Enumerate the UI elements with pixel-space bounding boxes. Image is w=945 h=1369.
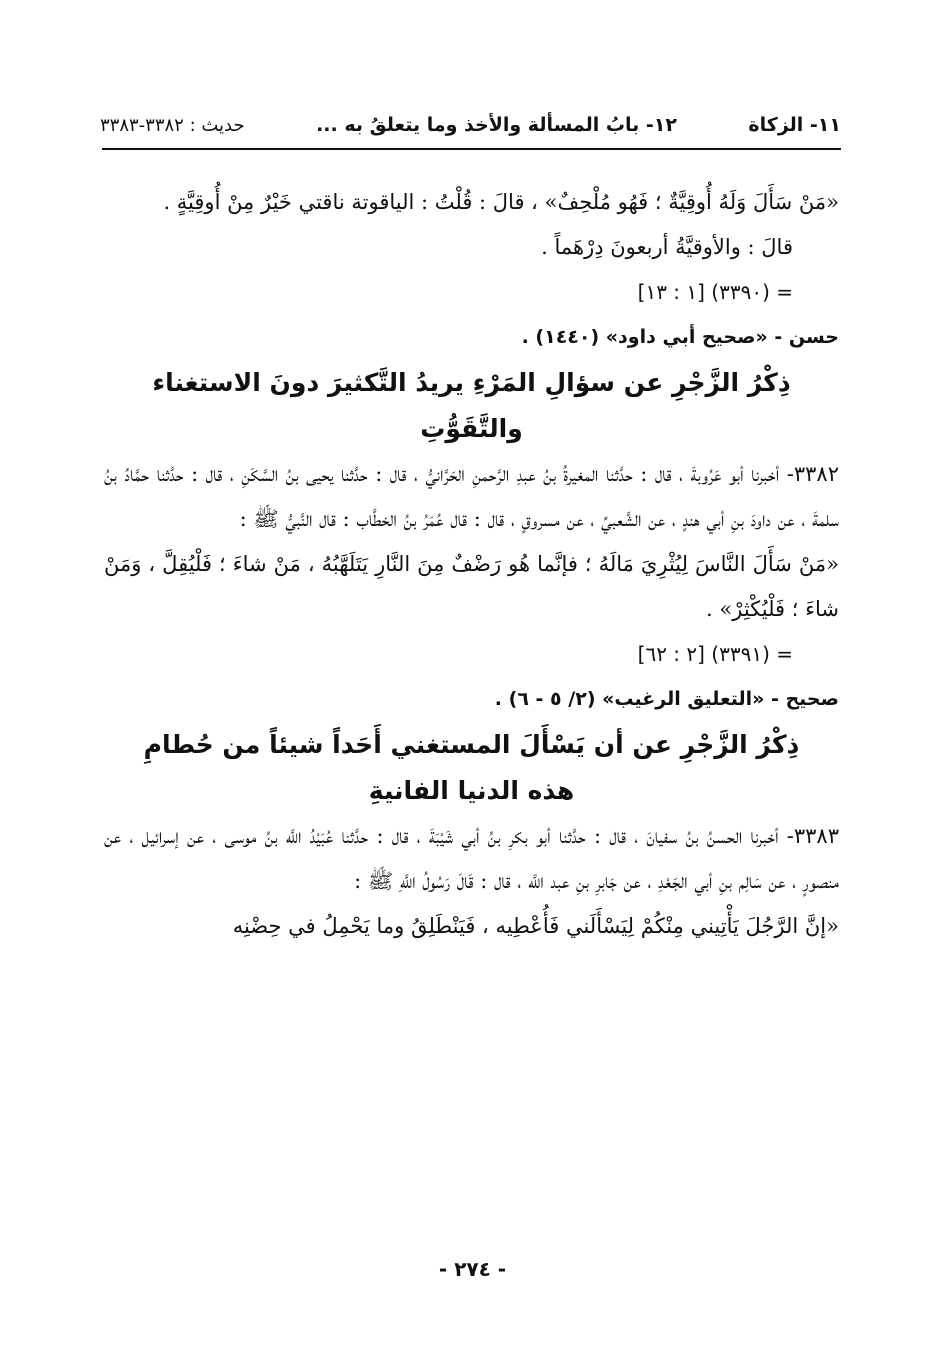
page-body [104,180,839,949]
grading-note-1: حسن - «صحيح أبي داود» (١٤٤٠) . [521,326,839,348]
section-heading-1-line-1: ذِكْرُ الزَّجْرِ عن سؤالِ المَرْءِ يريدُ التَّكثيرَ دونَ الاستغناء [152,368,791,397]
narrator-note: قالَ : والأوقيَّةُ أربعونَ دِرْهَماً . [541,235,793,259]
continued-hadith-text: «مَنْ سَأَلَ وَلَهُ أُوقِيَّةٌ ؛ فَهُو مُلْحِفٌ» ، قالَ : قُلْتُ : الياقوتة ناقتي خَيْرٌ مِنْ أُوقِيَّةٍ . [163,190,839,214]
hadith-3382-chain: ٣٣٨٢- أخبرنا أبو عَرُوبةَ ، قال : حدَّثنا المغيرةُ بنُ عبدِ الرَّحمنِ الحَرَّانيُّ ، قال : حدَّثنا يحيى بنُ السَّكَنِ ، قال : حدَّثنا حمَّادُ بنُ سلمةَ ، عن داودَ بنِ أبي هندٍ ، عن الشَّعبيِّ ، عن مسروقٍ ، قال : قال عُمَرُ بنُ الخطَّاب : قال النَّبيُّ ﷺ : [104,462,839,531]
section-heading-1-line-2: والتَّقَوُّتِ [420,414,523,443]
hadith-3382-text: «مَنْ سَأَلَ النَّاسَ لِيُثْرِيَ مَالَهُ ؛ فإنَّما هُو رَضْفٌ مِنَ النَّارِ يَتَلَهَّبُهُ ، مَنْ شاءَ ؛ فَلْيُقِلَّ ، وَمَنْ شاءَ ؛ فَلْيُكْثِرْ» . [104,552,839,621]
section-heading-2-line-2: هذه الدنيا الفانيةِ [368,776,575,805]
header-divider [102,148,841,150]
page-number: - ٢٧٤ - [438,1257,507,1281]
header-hadith-range: حديث : ٣٣٨٢-٣٣٨٣ [100,114,245,136]
cross-reference-3391: = (٣٣٩١) [٢ : ٦٢] [637,642,793,666]
grading-note-2: صحيح - «التعليق الرغيب» (٢/ ٥ - ٦) . [494,688,839,710]
hadith-3383-chain: ٣٣٨٣- أخبرنا الحسنُ بنُ سفيانَ ، قال : حدَّثنا أبو بكرِ بنُ أبي شَيْبَةَ ، قال : حدَّثنا عُبَيْدُ اللَّه بنُ موسى ، عن إسرائيل ، عن منصورٍ ، عن سَالِم بنِ أبي الجَعْدِ ، عن جَابرِ بنِ عبد اللَّه ، قال : قَالَ رَسُولُ اللَّهِ ﷺ : [104,824,839,893]
section-heading-2-line-1: ذِكْرُ الزَّجْرِ عن أن يَسْأَلَ المستغني أَحَداً شيئاً من حُطامِ [143,730,800,759]
section-heading-1 [104,360,839,452]
header-section-title: ١٢- بابُ المسألة والأخذ وما يتعلقُ به ... [316,114,677,136]
header-chapter: ١١- الزكاة [748,114,841,136]
section-heading-2 [104,722,839,814]
running-header [100,108,841,142]
hadith-3383-text: «إنَّ الرَّجُلَ يَأْتِيني مِنْكُمْ لِيَسْأَلَني فَأُعْطِيه ، فَيَنْطَلِقُ وما يَحْمِلُ في حِضْنِه [232,914,839,938]
cross-reference-3390: = (٣٣٩٠) [١ : ١٣] [637,280,793,304]
